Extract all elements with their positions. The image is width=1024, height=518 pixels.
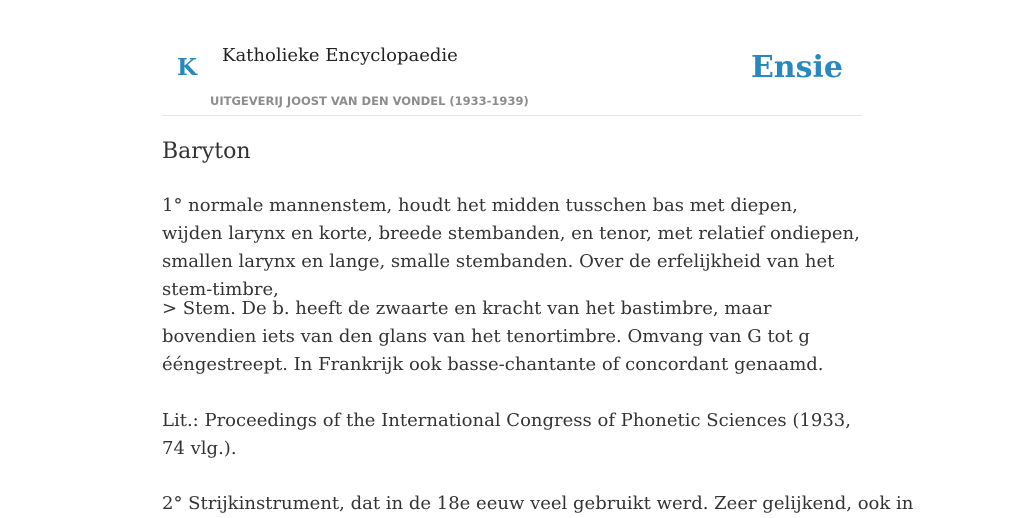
article-paragraph: > Stem. De b. heeft de zwaarte en kracht van het bastimbre, maar bovendien iets van den glans van het tenortimbre. Omvang van G tot g ééngestreept. In Frankrijk ook basse-chantante of concordant genaamd. [162,298,824,375]
article-paragraph: Lit.: Proceedings of the International Congress of Phonetic Sciences (1933, 74 vlg.). [162,410,851,459]
publisher-subtitle: UITGEVERIJ JOOST VAN DEN VONDEL (1933-1939) [210,94,529,108]
article-title: Baryton [162,139,251,164]
brand-logo-link[interactable]: Ensie [750,50,843,85]
page [162,0,914,514]
article-paragraph: 1° normale mannenstem, houdt het midden tusschen bas met diepen, wijden larynx en korte, breede stembanden, en tenor, met relatief ondiepen, smallen larynx en lange, smalle stembanden. Over de erfelijkheid van het stem-timbre, [162,195,860,300]
article-paragraph: 2° Strijkinstrument, dat in de 18e eeuw veel gebruikt werd. Zeer gelijkend, ook in [162,493,914,514]
site-title-link[interactable]: Katholieke Encyclopaedie [222,45,458,66]
site-header [162,0,862,116]
site-logo[interactable]: K [177,54,197,81]
